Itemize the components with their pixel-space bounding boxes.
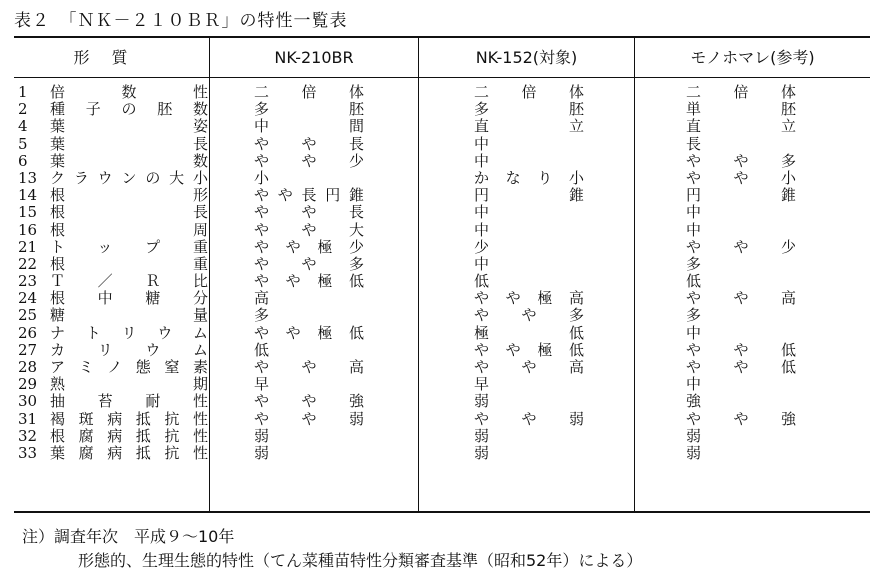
nk152-value: 二倍体 <box>474 84 584 101</box>
table-row <box>14 136 870 153</box>
note-criteria: 形態的、生理生態的特性（てん菜種苗特性分類審査基準（昭和52年）による） <box>78 551 643 570</box>
header-nk152: NK-152(対象) <box>475 48 578 67</box>
nk210br-value: やや少 <box>254 152 364 170</box>
nk152-value: 早 <box>474 376 490 394</box>
nk152-value: やや多 <box>474 307 584 325</box>
nk152-value: やや弱 <box>474 410 584 428</box>
nk152-value: 多胚 <box>474 101 584 119</box>
nk210br-value: 早 <box>254 376 270 394</box>
nk210br-value: やや極低 <box>254 273 364 291</box>
monohomare-value: やや高 <box>686 290 796 308</box>
trait-label: 根重 <box>50 255 208 273</box>
nk152-value: 直立 <box>474 118 584 136</box>
nk210br-value: やや長 <box>254 204 364 222</box>
row-number: 23 <box>18 273 38 291</box>
monohomare-value: 低 <box>686 273 702 291</box>
nk210br-value: やや極低 <box>254 324 364 342</box>
trait-label: アミノ態窒素 <box>50 359 208 376</box>
monohomare-value: やや低 <box>686 359 796 376</box>
table-row <box>14 376 870 393</box>
trait-label: 根長 <box>50 204 208 222</box>
table-row <box>14 359 870 376</box>
trait-label: 葉数 <box>50 152 208 170</box>
trait-label: 糖量 <box>50 307 208 325</box>
row-number: 14 <box>18 187 38 205</box>
table-row <box>14 393 870 410</box>
table-body <box>14 84 870 462</box>
nk152-value: やや極低 <box>474 341 584 359</box>
monohomare-value: 直立 <box>686 118 796 136</box>
trait-label: 抽苔耐性 <box>50 393 208 411</box>
nk152-value: 中 <box>474 152 490 170</box>
nk152-value: 中 <box>474 221 490 239</box>
monohomare-value: やや低 <box>686 341 796 359</box>
nk210br-value: やや長円錐 <box>254 187 364 205</box>
table-row <box>14 84 870 101</box>
table-bottom-rule <box>14 511 870 513</box>
row-number: 29 <box>18 376 38 394</box>
trait-label: カリウム <box>50 341 208 359</box>
nk152-value: 弱 <box>474 444 490 462</box>
trait-label: Ｔ／Ｒ比 <box>50 273 208 291</box>
table-row <box>14 187 870 204</box>
monohomare-value: 多 <box>686 307 702 325</box>
monohomare-value: 中 <box>686 221 702 239</box>
trait-label: 種子の胚数 <box>50 101 208 119</box>
table-row <box>14 256 870 273</box>
nk152-value: やや極高 <box>474 290 584 308</box>
monohomare-value: やや多 <box>686 152 796 170</box>
trait-label: 葉姿 <box>50 118 208 136</box>
nk210br-value: 二倍体 <box>254 84 364 101</box>
header-monohomare: モノホマレ(参考) <box>690 48 815 67</box>
table-row <box>14 428 870 445</box>
monohomare-value: 弱 <box>686 427 702 445</box>
nk152-value: 円錐 <box>474 187 584 205</box>
monohomare-value: やや少 <box>686 238 796 256</box>
table-row <box>14 118 870 135</box>
trait-label: 倍数性 <box>50 84 208 101</box>
table-row <box>14 222 870 239</box>
table-row <box>14 411 870 428</box>
nk152-value: 極低 <box>474 324 584 342</box>
row-number: 6 <box>18 152 28 170</box>
nk210br-value: 多胚 <box>254 101 364 119</box>
row-number: 15 <box>18 204 38 222</box>
nk210br-value: やや強 <box>254 393 364 411</box>
nk210br-value: やや高 <box>254 359 364 376</box>
nk152-value: 中 <box>474 255 490 273</box>
row-number: 27 <box>18 341 38 359</box>
row-number: 24 <box>18 290 38 308</box>
nk210br-value: やや大 <box>254 221 364 239</box>
header-nk210br: NK-210BR <box>274 48 354 67</box>
trait-label: 根形 <box>50 187 208 205</box>
row-number: 32 <box>18 427 38 445</box>
monohomare-value: 中 <box>686 376 702 394</box>
nk210br-value: やや弱 <box>254 410 364 428</box>
monohomare-value: やや小 <box>686 169 796 187</box>
row-number: 1 <box>18 84 28 101</box>
row-number: 31 <box>18 410 38 428</box>
row-number: 22 <box>18 255 38 273</box>
row-number: 33 <box>18 444 38 462</box>
row-number: 30 <box>18 393 38 411</box>
table-row <box>14 101 870 118</box>
row-number: 26 <box>18 324 38 342</box>
nk152-value: 低 <box>474 273 490 291</box>
trait-label: 根周 <box>50 221 208 239</box>
monohomare-value: 強 <box>686 393 702 411</box>
table-row <box>14 273 870 290</box>
nk152-value: 中 <box>474 204 490 222</box>
row-number: 5 <box>18 135 28 153</box>
nk210br-value: 小 <box>254 169 270 187</box>
monohomare-value: 単胚 <box>686 101 796 119</box>
table-row <box>14 307 870 324</box>
monohomare-value: 円錐 <box>686 187 796 205</box>
nk152-value: 弱 <box>474 427 490 445</box>
row-number: 4 <box>18 118 28 136</box>
nk152-value: やや高 <box>474 359 584 376</box>
table-row <box>14 153 870 170</box>
trait-label: ナトリウム <box>50 324 208 342</box>
nk210br-value: 低 <box>254 341 270 359</box>
monohomare-value: 中 <box>686 204 702 222</box>
monohomare-value: 中 <box>686 324 702 342</box>
nk210br-value: 中間 <box>254 118 364 136</box>
nk152-value: 中 <box>474 135 490 153</box>
nk210br-value: 多 <box>254 307 270 325</box>
table-row <box>14 239 870 256</box>
nk152-value: かなり小 <box>474 169 584 187</box>
table-row <box>14 325 870 342</box>
monohomare-value: 長 <box>686 135 702 153</box>
nk210br-value: やや極少 <box>254 238 364 256</box>
table-title: 表２ 「ＮＫ－２１０ＢＲ」の特性一覧表 <box>14 11 348 31</box>
trait-label: 熟期 <box>50 376 208 394</box>
table-row <box>14 170 870 187</box>
trait-label: 葉腐病抵抗性 <box>50 444 208 462</box>
row-number: 21 <box>18 238 38 256</box>
row-number: 28 <box>18 359 38 376</box>
row-number: 13 <box>18 169 38 187</box>
nk152-value: 少 <box>474 238 490 256</box>
nk210br-value: やや長 <box>254 135 364 153</box>
nk152-value: 弱 <box>474 393 490 411</box>
table-row <box>14 342 870 359</box>
nk210br-value: やや多 <box>254 255 364 273</box>
row-number: 2 <box>18 101 28 119</box>
table-row <box>14 445 870 462</box>
trait-label: 葉長 <box>50 135 208 153</box>
trait-label: クラウンの大小 <box>50 169 208 187</box>
row-number: 16 <box>18 221 38 239</box>
trait-label: 褐斑病抵抗性 <box>50 410 208 428</box>
trait-label: トップ重 <box>50 238 208 256</box>
table-row <box>14 204 870 221</box>
header-rule <box>14 77 870 78</box>
monohomare-value: 弱 <box>686 444 702 462</box>
table-row <box>14 290 870 307</box>
note-survey-years: 注）調査年次 平成９～10年 <box>22 527 235 546</box>
nk210br-value: 弱 <box>254 427 270 445</box>
row-number: 25 <box>18 307 38 325</box>
trait-label: 根腐病抵抗性 <box>50 427 208 445</box>
header-trait: 形質 <box>73 48 150 67</box>
monohomare-value: やや強 <box>686 410 796 428</box>
monohomare-value: 二倍体 <box>686 84 796 101</box>
trait-label: 根中糖分 <box>50 290 208 308</box>
nk210br-value: 弱 <box>254 444 270 462</box>
nk210br-value: 高 <box>254 290 270 308</box>
monohomare-value: 多 <box>686 255 702 273</box>
